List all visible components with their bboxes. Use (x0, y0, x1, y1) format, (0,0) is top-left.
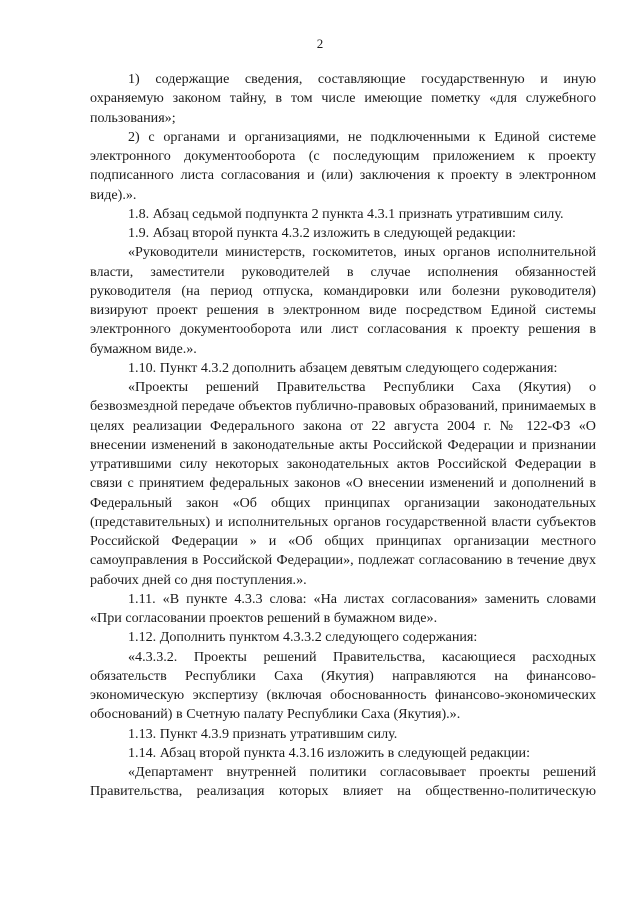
paragraph: «Проекты решений Правительства Республики Саха (Якутия) о безвозмездной передаче объектов публично-правовых образований, принимаемых в целях реализации Федерального закона от 22 августа 2004 г. № 122-ФЗ «О внесении изменений в законодательные акты Российской Федерации и признании утратившими силу некоторых законодательных актов Российской Федерации в связи с принятием федеральных законов «О внесении изменений и дополнений в Федеральный закон «Об общих принципах организации законодательных (представительных) и исполнительных органов государственной власти субъектов Российской Федерации » и «Об общих принципах организации местного самоуправления в Российской Федерации», подлежат согласованию в течение двух рабочих дней со дня поступления.». (90, 379, 596, 588)
paragraph: 1.10. Пункт 4.3.2 дополнить абзацем девятым следующего содержания: (128, 359, 558, 376)
paragraph: «Департамент внутренней политики согласовывает проекты решений Правительства, реализация которых влияет на общественно-политическую (90, 764, 596, 800)
paragraph: 1.12. Дополнить пунктом 4.3.3.2 следующего содержания: (128, 629, 478, 646)
paragraph: «4.3.3.2. Проекты решений Правительства, касающиеся расходных обязательств Республики Саха (Якутия) направляются на финансово-экономическую экспертизу (включая обоснованность финансово-экономических обоснований) в Счетную палату Республики Саха (Якутия).». (90, 648, 596, 723)
paragraph: «Руководители министерств, госкомитетов, иных органов исполнительной власти, заместители руководителей в случае исполнения обязанностей руководителя (на период отпуска, командировки или болезни руководителя) визируют проект решения в электронном виде посредством Единой системы электронного документооборота или лист согласования к проекту решения в бумажном виде.». (90, 244, 596, 357)
paragraph: 2) с органами и организациями, не подключенными к Единой системе электронного документооборота (с последующим приложением к проекту подписанного листа согласования и (или) заключения к проекту в электронном виде).». (90, 128, 596, 203)
paragraph: 1.11. «В пункте 4.3.3 слова: «На листах согласования» заменить словами «При согласовании проектов решений в бумажном виде». (90, 590, 596, 626)
document-body (90, 70, 596, 802)
page-number: 2 (316, 36, 324, 51)
paragraph: 1.9. Абзац второй пункта 4.3.2 изложить в следующей редакции: (128, 225, 516, 241)
paragraph: 1.8. Абзац седьмой подпункта 2 пункта 4.3.1 признать утратившим силу. (128, 205, 564, 222)
paragraph: 1) содержащие сведения, составляющие государственную и иную охраняемую законом тайну, в том числе имеющие пометку «для служебного пользования»; (90, 71, 596, 126)
paragraph: 1.14. Абзац второй пункта 4.3.16 изложить в следующей редакции: (128, 744, 530, 761)
paragraph: 1.13. Пункт 4.3.9 признать утратившим силу. (128, 725, 398, 742)
